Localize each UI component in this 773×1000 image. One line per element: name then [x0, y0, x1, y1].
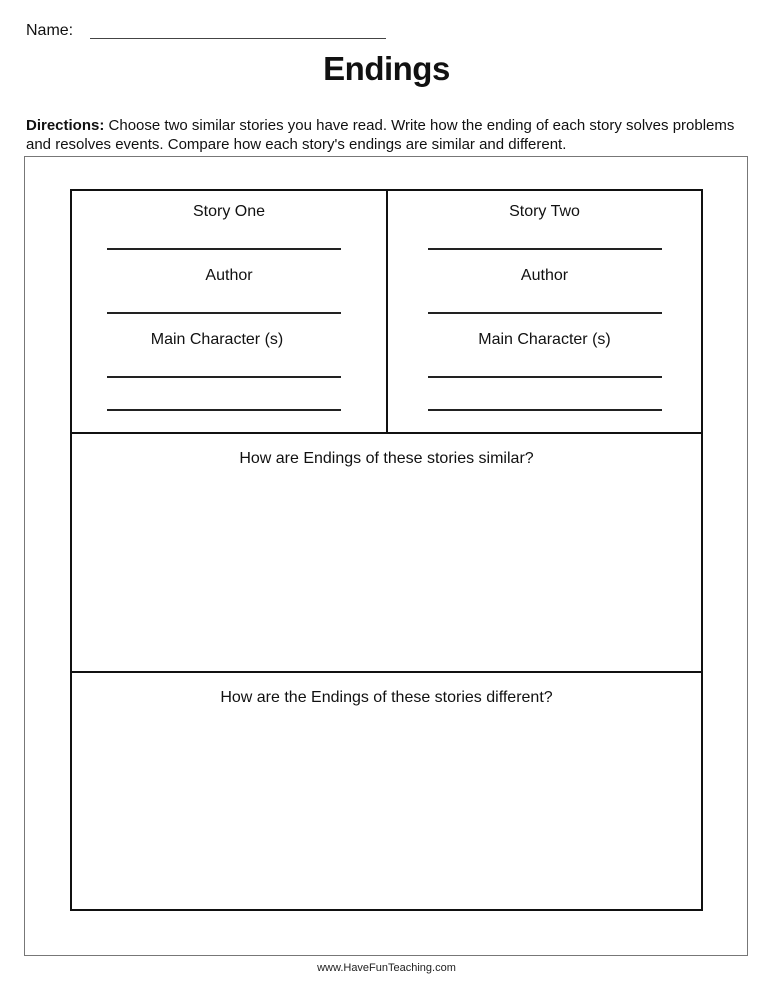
page-title: Endings	[323, 50, 450, 87]
story-two-title-line[interactable]	[428, 248, 662, 250]
story-one-character-line-1[interactable]	[107, 376, 341, 378]
story-two-character-label: Main Character (s)	[478, 331, 611, 348]
story-one-character-label: Main Character (s)	[150, 331, 284, 348]
story-two-panel	[388, 191, 701, 432]
organizer-grid	[70, 189, 703, 911]
directions-label: Directions:	[26, 117, 105, 134]
name-label: Name:	[26, 22, 74, 39]
different-section[interactable]	[72, 673, 701, 909]
story-two-author-label: Author	[520, 267, 569, 284]
directions	[26, 116, 746, 154]
story-one-character-line-2[interactable]	[107, 409, 341, 411]
story-two-title-label: Story Two	[509, 203, 580, 220]
similar-section[interactable]	[72, 434, 701, 673]
story-two-character-line-1[interactable]	[428, 376, 662, 378]
story-two-character-line-2[interactable]	[428, 409, 662, 411]
story-info-row	[72, 191, 701, 434]
story-one-title-line[interactable]	[107, 248, 341, 250]
story-two-author-line[interactable]	[428, 312, 662, 314]
story-one-panel	[72, 191, 388, 432]
similar-question: How are Endings of these stories similar?	[239, 450, 534, 467]
story-one-title-label: Story One	[192, 203, 266, 220]
directions-text: Choose two similar stories you have read. Write how the ending of each story solves problems and resolves events. Compare how each story's endings are similar and different.	[26, 117, 735, 153]
story-one-author-label: Author	[205, 267, 253, 284]
footer-website: www.HaveFunTeaching.com	[317, 962, 456, 974]
story-one-author-line[interactable]	[107, 312, 341, 314]
name-write-line[interactable]	[90, 38, 386, 39]
different-question: How are the Endings of these stories different?	[220, 689, 553, 706]
